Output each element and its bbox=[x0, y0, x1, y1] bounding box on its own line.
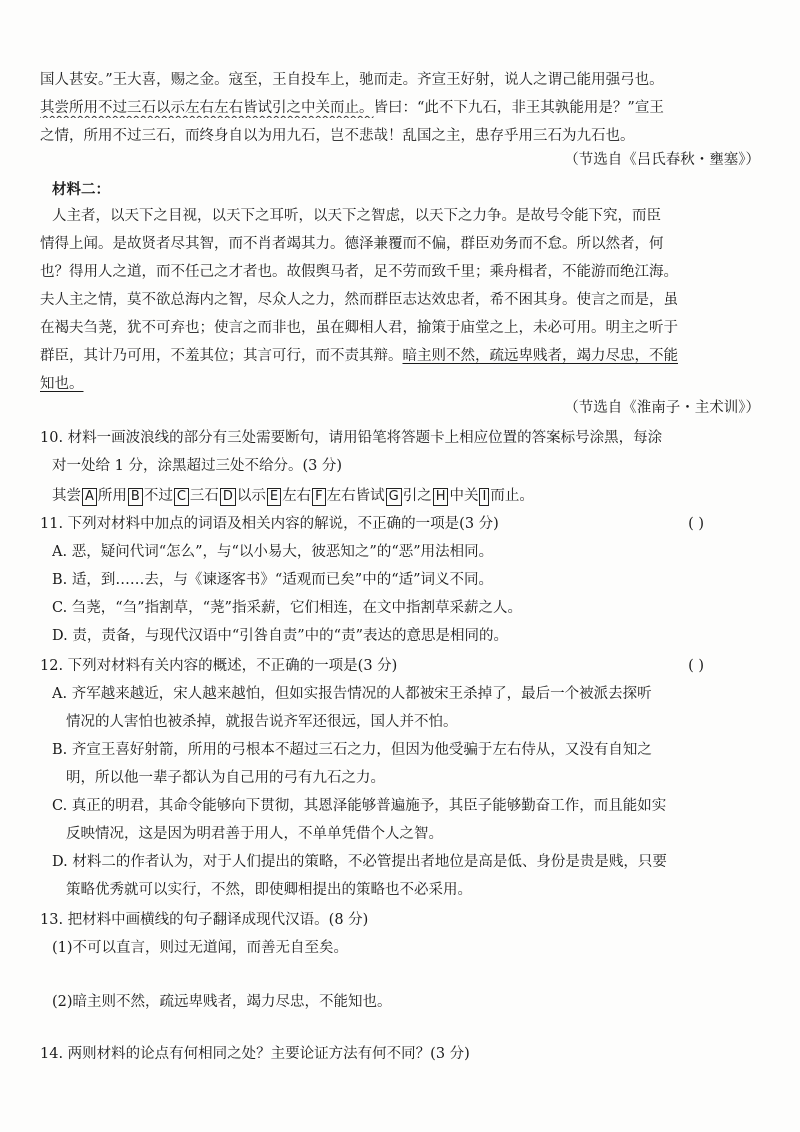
dotted-word: 刍荛 bbox=[83, 320, 113, 336]
dotted-word: 责 bbox=[344, 348, 359, 364]
answer-parentheses[interactable]: ( ) bbox=[688, 516, 704, 532]
question-12-option-b: B. 齐宣王喜好射箭，所用的弓根本不超过三石之力，但因为他受骗于左右侍从，又没有自知之 bbox=[52, 742, 652, 758]
question-13-stem: 13. 把材料中画横线的句子翻译成现代汉语。(8 分) bbox=[40, 912, 369, 928]
break-option-C[interactable]: C bbox=[174, 488, 189, 506]
question-12-option-d: 策略优秀就可以实行，不然，即使卿相提出的策略也不必采用。 bbox=[66, 882, 472, 898]
question-10-answer-line: 其尝 A 所用 B 不过 C 三石 D 以示 E 左右 F 左右皆试 G 引之 H 中关 I 而止。 bbox=[52, 488, 534, 504]
passage2-line: 群臣，其计乃可用，不羞其位；其言可行，而不责其辩。暗主则不然，疏远卑贱者，竭力尽忠，不能 bbox=[40, 348, 678, 364]
question-13-sentence-2: (2)暗主则不然，疏远卑贱者，竭力尽忠，不能知也。 bbox=[52, 994, 392, 1010]
passage2-line bbox=[40, 374, 760, 394]
question-11-option-a: A. 恶，疑问代词“怎么”，与“以小易大，彼恶知之”的“恶”用法相同。 bbox=[52, 544, 494, 560]
break-option-D[interactable]: D bbox=[220, 488, 236, 506]
question-12-option-c: C. 真正的明君，其命令能够向下贯彻，其恩泽能够普遍施予，其臣子能够勤奋工作，而且能如实 bbox=[52, 798, 667, 814]
question-10-stem: 对一处给 1 分，涂黑超过三处不给分。(3 分) bbox=[52, 458, 343, 474]
question-12-option-c: 反映情况，这是因为明君善于用人，不单单凭借个人之智。 bbox=[66, 826, 443, 842]
passage1-line: 国人甚安。”王大喜，赐之金。寇至，王自投车上，驰而走。齐宣王好射，说人之谓己能用强弓也。 bbox=[40, 72, 664, 88]
break-option-I[interactable]: I bbox=[479, 488, 489, 506]
question-11-stem: 11. 下列对材料中加点的词语及相关内容的解说，不正确的一项是(3 分) ( ) bbox=[40, 516, 704, 532]
question-12-option-a: A. 齐军越来越近，宋人越来越怕，但如实报告情况的人都被宋王杀掉了，最后一个被派去探听 bbox=[52, 686, 652, 702]
question-12-stem: 12. 下列对材料有关内容的概述，不正确的一项是(3 分) ( ) bbox=[40, 658, 704, 674]
answer-parentheses[interactable]: ( ) bbox=[688, 658, 704, 674]
passage2-line: 夫人主之情，莫不欲总海内之智，尽众人之力，然而群臣志达效忠者，希不困其身。使言之而是，虽 bbox=[40, 292, 678, 308]
break-option-E[interactable]: E bbox=[267, 488, 281, 506]
question-12-option-d: D. 材料二的作者认为，对于人们提出的策略，不必管提出者地位是高是低、身份是贵是贱，只要 bbox=[52, 854, 667, 870]
break-option-H[interactable]: H bbox=[433, 488, 449, 506]
break-option-F[interactable]: F bbox=[312, 488, 325, 506]
passage1-line: 之情，所用不过三石，而终身自以为用九石，岂不悲哉！乱国之主，患存乎用三石为九石也。 bbox=[40, 128, 635, 144]
question-13-sentence-1: (1)不可以直言，则过无道闻，而善无自至矣。 bbox=[52, 940, 349, 956]
break-option-B[interactable]: B bbox=[128, 488, 143, 506]
wavy-underlined-sentence: 其尝所用不过三石以示左右左右皆试引之中关而止。 bbox=[40, 100, 374, 116]
passage2-line: 情得上闻。是故贤者尽其智，而不肖者竭其力。德泽兼覆而不偏，群臣劝务而不怠。所以然者，何 bbox=[40, 236, 664, 252]
passage2-line: 在褐夫刍荛，犹不可弃也；使言之而非也，虽在卿相人君，揄策于庙堂之上，未必可用。明主之听于 bbox=[40, 320, 678, 336]
break-option-G[interactable]: G bbox=[386, 488, 402, 506]
question-12-option-a: 情况的人害怕也被杀掉，就报告说齐军还很远，国人并不怕。 bbox=[66, 714, 458, 730]
question-11-option-b: B. 适，到……去，与《谏逐客书》“适观而已矣”中的“适”词义不同。 bbox=[52, 572, 494, 588]
question-14-stem: 14. 两则材料的论点有何相同之处？主要论证方法有何不同？(3 分) bbox=[40, 1046, 470, 1062]
underlined-sentence: 暗主则不然，疏远卑贱者，竭力尽忠，不能 bbox=[402, 348, 678, 364]
passage1-line: 其尝所用不过三石以示左右左右皆试引之中关而止。皆曰：“此不下九石，非王其孰能用是？”宣王 bbox=[40, 100, 664, 116]
underlined-sentence: 知也。 bbox=[40, 376, 84, 392]
passage2-line: 也？得用人之道，而不任己之才者也。故假舆马者，足不劳而致千里；乘舟楫者，不能游而绝江海。 bbox=[40, 264, 678, 280]
break-option-A[interactable]: A bbox=[82, 488, 97, 506]
passage2-line: 人主者，以天下之目视，以天下之耳听，以天下之智虑，以天下之力争。是故号令能下究，而臣 bbox=[52, 208, 661, 224]
question-12-option-b: 明，所以他一辈子都认为自己用的弓有九石之力。 bbox=[66, 770, 385, 786]
passage1-source: （节选自《吕氏春秋・壅塞》） bbox=[564, 152, 760, 168]
passage2-heading: 材料二： bbox=[52, 181, 110, 198]
question-11-option-c: C. 刍荛，“刍”指割草，“荛”指采薪，它们相连，在文中指割草采薪之人。 bbox=[52, 600, 522, 616]
question-10-stem: 10. 材料一画波浪线的部分有三处需要断句，请用铅笔将答题卡上相应位置的答案标号涂黑，每涂 bbox=[40, 430, 663, 446]
passage2-source: （节选自《淮南子・主术训》） bbox=[564, 400, 760, 416]
question-11-option-d: D. 责，责备，与现代汉语中“引咎自责”中的“责”表达的意思是相同的。 bbox=[52, 628, 508, 644]
